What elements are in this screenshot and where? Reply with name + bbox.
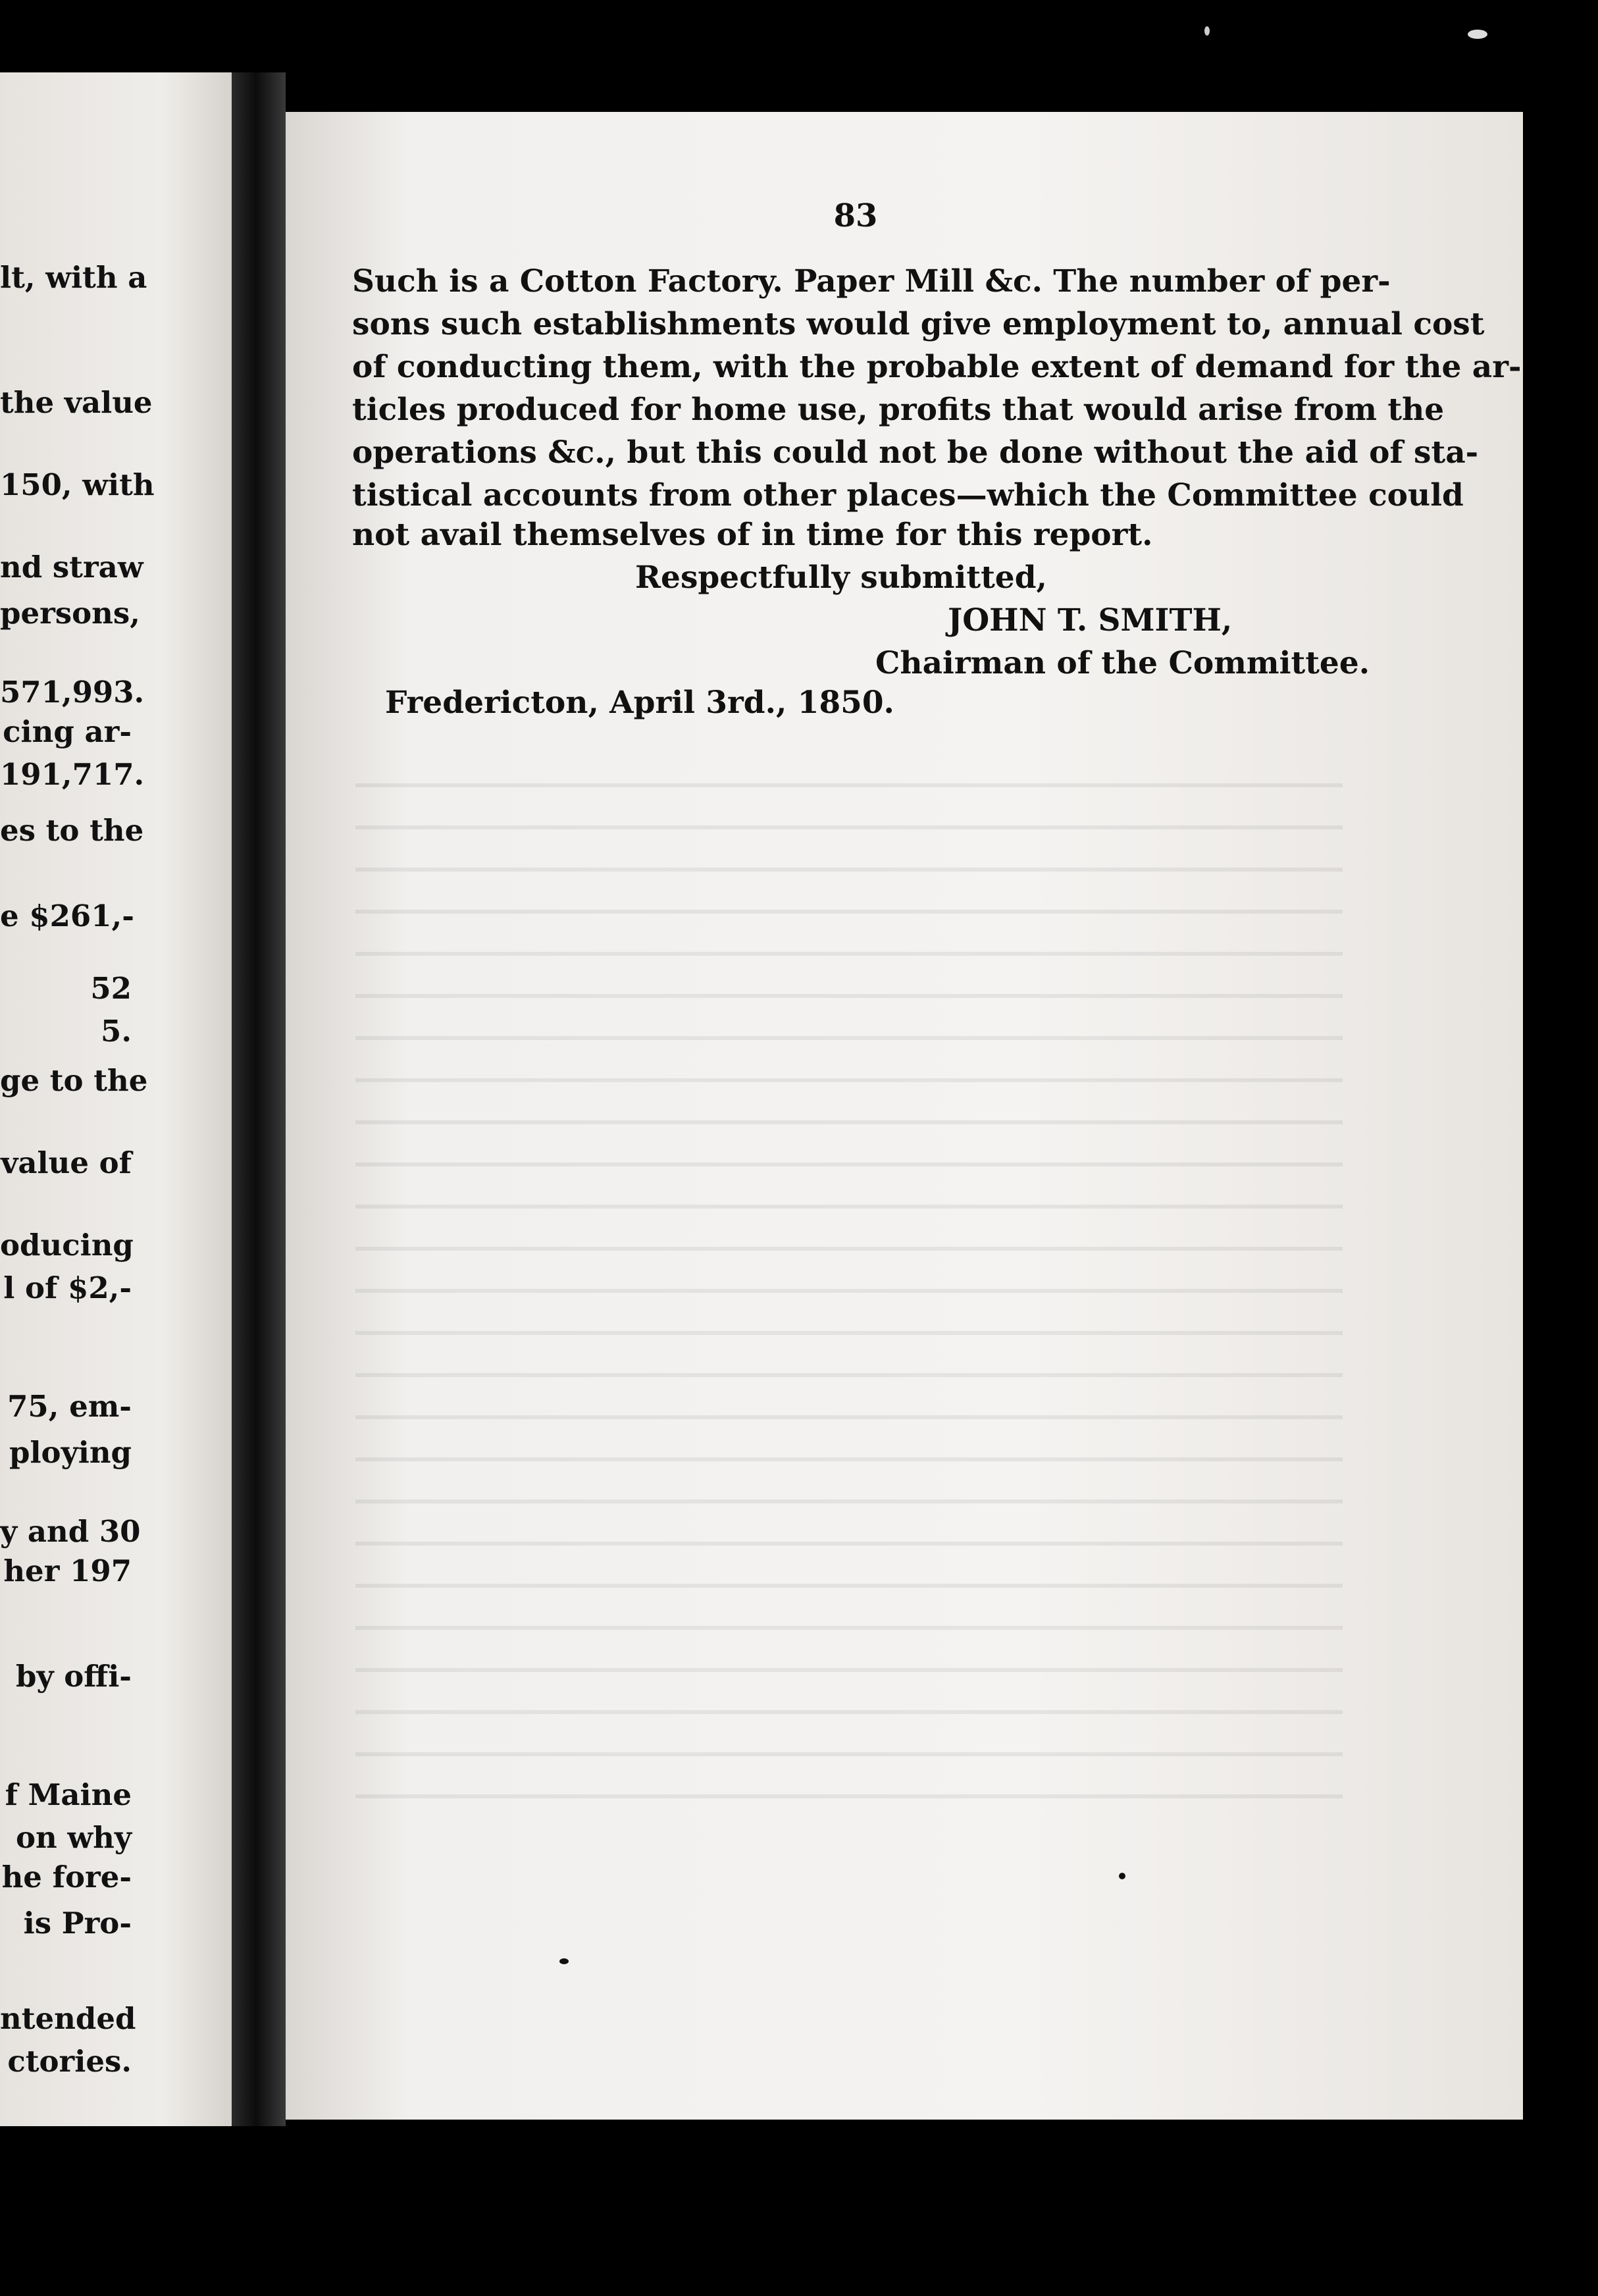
closing-phrase: Respectfully submitted,: [635, 560, 1047, 596]
left-page-line: persons,: [0, 596, 140, 631]
body-line: Such is a Cotton Factory. Paper Mill &c. The number of per-: [352, 263, 1391, 300]
left-page-line: 191,717.: [0, 757, 145, 792]
left-page-line: lt, with a: [0, 260, 147, 295]
bleed-through-text: [355, 757, 1343, 1810]
body-line: ticles produced for home use, profits that would arise from the: [352, 392, 1445, 428]
left-page-line: on why: [15, 1820, 132, 1855]
left-page-line: nd straw: [0, 550, 143, 585]
left-page-line: 150, with: [0, 467, 155, 502]
left-page-line: 75, em-: [7, 1389, 132, 1424]
left-page-line: l of $2,-: [3, 1270, 132, 1305]
signatory-name: JOHN T. SMITH,: [948, 602, 1233, 639]
book-gutter: [232, 72, 286, 2126]
body-line: sons such establishments would give employment to, annual cost: [352, 306, 1485, 342]
left-page-line: 52: [90, 971, 132, 1006]
left-page-line: ntended: [0, 2001, 136, 2036]
left-page-line: ctories.: [7, 2044, 132, 2079]
place-and-date: Fredericton, April 3rd., 1850.: [385, 685, 894, 721]
left-page-line: 5.: [101, 1014, 132, 1049]
left-page-line: her 197: [3, 1553, 132, 1588]
scan-speck: [1204, 26, 1210, 36]
body-line: not avail themselves of in time for this report.: [352, 517, 1153, 553]
scan-speck: [559, 1958, 569, 1964]
left-page-line: cing ar-: [3, 714, 132, 749]
left-page-line: ge to the: [0, 1063, 148, 1098]
body-line: tistical accounts from other places—which the Committee could: [352, 477, 1464, 513]
left-facing-page: [0, 72, 232, 2126]
body-line: of conducting them, with the probable extent of demand for the ar-: [352, 349, 1522, 385]
left-page-line: he fore-: [1, 1860, 132, 1894]
left-page-line: the value: [0, 385, 153, 420]
left-page-line: oducing: [0, 1228, 134, 1263]
scan-speck: [1468, 30, 1487, 39]
left-page-line: value of: [1, 1145, 132, 1180]
left-page-line: ploying: [9, 1435, 132, 1470]
signatory-title: Chairman of the Committee.: [875, 645, 1370, 681]
left-page-line: e $261,-: [0, 899, 134, 933]
left-page-line: y and 30: [0, 1514, 141, 1549]
left-page-line: es to the: [0, 813, 144, 848]
left-page-line: 571,993.: [0, 675, 145, 710]
left-page-line: f Maine: [5, 1777, 132, 1812]
page-number: 83: [833, 197, 878, 234]
left-page-line: by offi-: [15, 1659, 132, 1694]
left-page-line: is Pro-: [23, 1906, 132, 1941]
scan-speck: [1119, 1873, 1125, 1879]
body-line: operations &c., but this could not be done without the aid of sta-: [352, 434, 1479, 471]
